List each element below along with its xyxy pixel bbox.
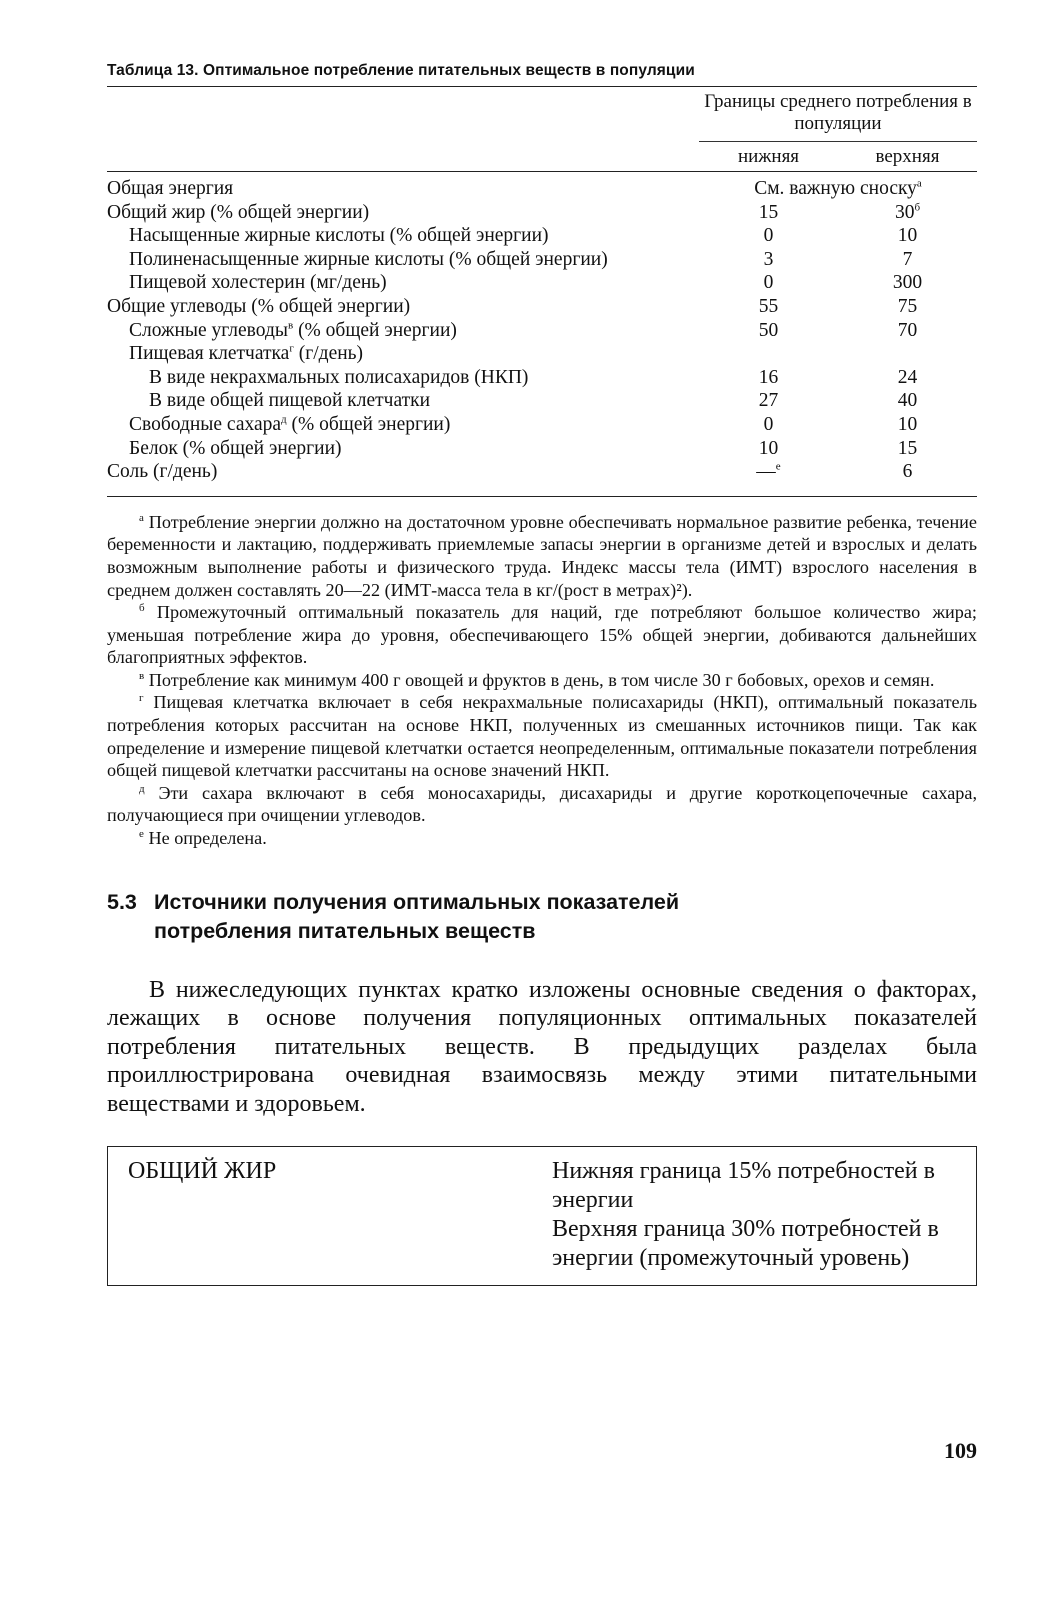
row-label: Сложные углеводы$^в$ (% общей энергии) (129, 319, 457, 341)
column-header-high: верхняя (875, 146, 940, 167)
low-value: 15 (758, 201, 779, 223)
footnote-mark: б (914, 201, 921, 214)
table-row (107, 342, 977, 366)
low-value: 55 (758, 295, 779, 317)
group-header: Границы среднего потребления в популяции (704, 91, 972, 134)
footnote-mark: д (281, 413, 287, 426)
summary-box (107, 1146, 977, 1286)
footnote: $^г$ Пищевая клетчатка включает в себя некрахмальные полисахариды (НКП), оптимальный показатель потребления которых рассчитан на основе НКП, полученных из смешанных источников пищи. Так как определение и измерение пищевой клетчатки остается неопределенным, оптимальные показатели потребления общей пищевой клетчатки рассчитаны на основе значений НКП. (107, 692, 977, 781)
page (107, 62, 977, 1463)
row-label: В виде некрахмальных полисахаридов (НКП) (149, 366, 529, 388)
high-value: 15 (897, 437, 918, 459)
table-row (107, 248, 977, 272)
row-note: См. важную сноску$^а$ (754, 177, 922, 199)
low-value: 3 (763, 248, 774, 270)
row-label: Полиненасыщенные жирные кислоты (% общей энергии) (129, 248, 608, 270)
footnote: $^а$ Потребление энергии должно на достаточном уровне обеспечивать нормальное развитие ребенка, течение беременности и лактацию, поддерживать приемлемые запасы энергии в организме детей и взрослых и делать возможным выполнение работы и физического труда. Индекс массы тела (ИМТ) взрослого населения в среднем должен составлять 20—22 (ИМТ-масса тела в кг/(рост в метрах)²). (107, 511, 977, 600)
row-label: Общая энергия (107, 178, 234, 199)
row-label: Соль (г/день) (107, 461, 218, 483)
table-row (107, 413, 977, 437)
low-value: 10 (758, 437, 779, 459)
table-caption: Таблица 13. Оптимальное потребление питательных веществ в популяции (107, 62, 695, 79)
footnote-mark: а (139, 511, 144, 524)
page-number: 109 (944, 1438, 977, 1463)
table-body (107, 175, 977, 496)
row-label: Свободные сахара$^д$ (% общей энергии) (129, 413, 451, 435)
row-label: Общий жир (% общей энергии) (107, 201, 370, 223)
footnote-mark: д (139, 782, 145, 795)
body-paragraph: В нижеследующих пунктах кратко изложены основные сведения о факторах, лежащих в основе получения популяционных оптимальных показателей потребления питательных веществ. В предыдущих разделах была проиллюстрирована очевидная взаимосвязь между этими питательными веществами и здоровьем. (107, 976, 977, 1117)
footnote: $^д$ Эти сахара включают в себя моносахариды, дисахариды и другие короткоцепочечные сахара, получающиеся при очищении углеводов. (107, 782, 977, 826)
low-value: 0 (763, 225, 774, 247)
row-label: Насыщенные жирные кислоты (% общей энергии) (129, 225, 549, 247)
high-value: 6 (902, 461, 913, 483)
section-heading (107, 888, 977, 946)
footnote-mark: е (139, 827, 144, 840)
table-row (107, 177, 977, 201)
table-row (107, 271, 977, 295)
footnote-mark: г (139, 692, 144, 705)
table-row (107, 319, 977, 343)
high-value: $30^б$ (894, 201, 921, 223)
row-label: Белок (% общей энергии) (129, 437, 342, 459)
low-value: 50 (758, 319, 779, 341)
footnote-mark: б (139, 602, 145, 615)
row-label: В виде общей пищевой клетчатки (149, 390, 431, 412)
footnote: $^е$ Не определена. (139, 827, 267, 849)
table-row (107, 224, 977, 248)
footnote-mark: г (289, 342, 294, 355)
footnote: $^б$ Промежуточный оптимальный показатель для наций, где потребляют большое количество жира; уменьшая потребление жира до уровня, обеспечивающего 15% общей энергии, добиваются дальнейших благоприятных эффектов. (107, 602, 977, 668)
row-label: Пищевая клетчатка$^г$ (г/день) (129, 342, 364, 365)
low-value: —$^е$ (756, 460, 781, 483)
high-value: 40 (897, 390, 918, 412)
footnote-mark: е (775, 460, 781, 473)
low-value: 27 (758, 390, 779, 412)
high-value: 10 (897, 413, 918, 435)
header-bottom-rule (107, 171, 977, 172)
low-value: 0 (763, 413, 774, 435)
section-number: 5.3 (107, 889, 137, 914)
section-title-line2: потребления питательных веществ (154, 918, 536, 943)
column-header-low: нижняя (737, 146, 800, 167)
high-value: 300 (892, 272, 923, 294)
high-value: 10 (897, 225, 918, 247)
box-line-lower: Нижняя граница 15% потребностей в энергии (552, 1158, 935, 1214)
high-value: 70 (897, 319, 918, 341)
table-row (107, 389, 977, 413)
row-label: Общие углеводы (% общей энергии) (107, 295, 411, 317)
table-bottom-rule (107, 496, 977, 497)
section-title-line1: Источники получения оптимальных показателей (154, 889, 680, 914)
box-label: ОБЩИЙ ЖИР (128, 1158, 277, 1185)
box-content (552, 1157, 956, 1273)
high-value: 7 (902, 248, 913, 270)
table-row (107, 460, 977, 484)
table-row (107, 201, 977, 225)
box-line-upper: Верхняя граница 30% потребностей в энергии (промежуточный уровень) (552, 1216, 939, 1272)
footnote-mark: в (139, 669, 145, 682)
group-header-rule (699, 141, 977, 142)
table-row (107, 295, 977, 319)
high-value: 24 (897, 366, 918, 388)
table-row (107, 366, 977, 390)
footnote-mark: а (916, 177, 922, 190)
footnote: $^в$ Потребление как минимум 400 г овощей и фруктов в день, в том числе 30 г бобовых, орехов и семян. (139, 669, 935, 690)
high-value: 75 (897, 295, 918, 317)
table-row (107, 437, 977, 461)
table-header (107, 87, 977, 175)
footnote-mark: в (287, 319, 294, 332)
low-value: 0 (763, 272, 774, 294)
footnotes (107, 511, 977, 850)
low-value: 16 (758, 366, 779, 388)
row-label: Пищевой холестерин (мг/день) (129, 272, 387, 294)
